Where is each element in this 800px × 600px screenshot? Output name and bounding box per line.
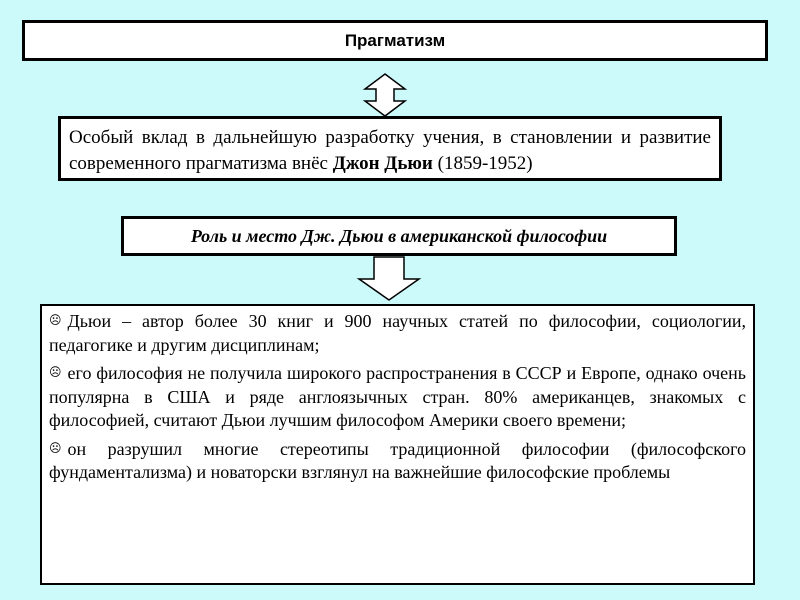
role-heading-box xyxy=(121,216,677,256)
points-box xyxy=(40,304,755,585)
down-arrow-icon xyxy=(356,256,422,302)
contribution-box xyxy=(58,116,722,181)
double-arrow-icon xyxy=(362,72,408,118)
dewey-years: (1859-1952) xyxy=(432,153,533,174)
page-title: Прагматизм xyxy=(344,30,446,50)
dewey-name: Джон Дьюи xyxy=(332,153,433,174)
contribution-text: Особый вклад в дальнейшую разработку учения, в становлении и развитие современного прагматизма внёс xyxy=(69,127,711,174)
list-item xyxy=(49,361,746,433)
list-item xyxy=(49,309,746,357)
frown-face-icon: ☹ xyxy=(49,440,62,455)
point-text: он разрушил многие стереотипы традиционной философии (философского фундаментализма) и новаторски взглянул на важнейшие философские проблемы xyxy=(49,438,746,482)
frown-face-icon: ☹ xyxy=(49,313,62,327)
list-item xyxy=(49,437,746,485)
frown-face-icon: ☹ xyxy=(49,365,62,379)
point-text: Дьюи – автор более 30 книг и 900 научных статей по философии, социологии, педагогике и другим дисциплинам; xyxy=(49,311,746,355)
point-text: его философия не получила широкого распространения в СССР и Европе, однако очень популярна в США и ряде англоязычных стран. 80% американцев, знакомых с философией, считают Дьюи лучшим философом Америки своего времени; xyxy=(49,363,746,430)
title-box xyxy=(22,20,768,61)
role-heading: Роль и место Дж. Дьюи в американской философии xyxy=(190,225,608,246)
